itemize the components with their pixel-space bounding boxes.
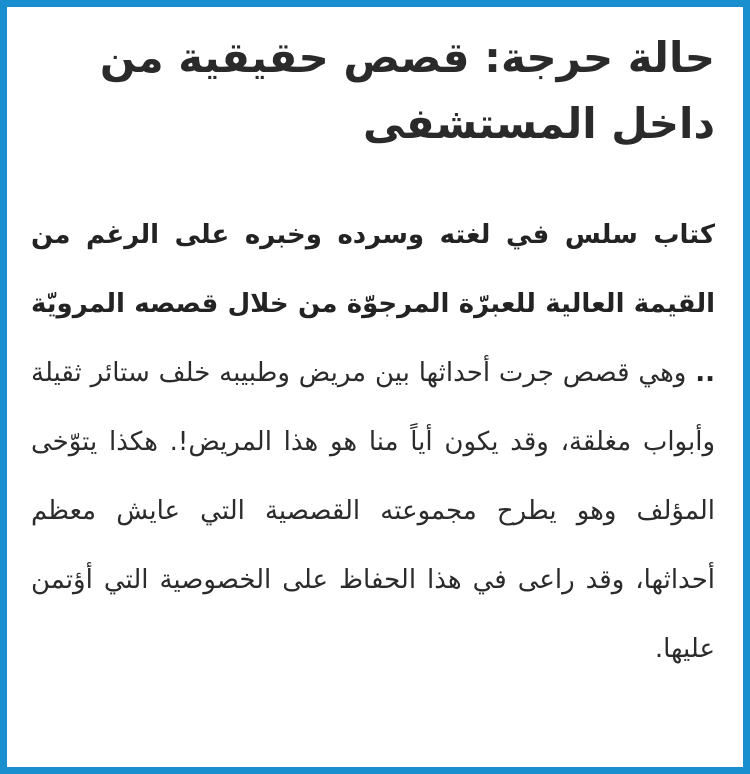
article-body-text: وهي قصص جرت أحداثها بين مريض وطبيبه خلف ستائر ثقيلة وأبواب مغلقة، وقد يكون أياً منا هو هذا المريض!. هكذا يتوّخى المؤلف وهو يطرح مجموعته القصصية التي عايش معظم أحداثها، وقد راعى في هذا الحفاظ على الخصوصية التي أؤتمن عليها. xyxy=(31,358,715,664)
article-title: حالة حرجة: قصص حقيقية من داخل المستشفى xyxy=(99,33,715,148)
article-lead: كتاب سلس في لغته وسرده وخبره على الرغم من القيمة العالية للعبرّة المرجوّة من خلال قصصه المرويّة .. xyxy=(31,220,715,388)
article-content xyxy=(31,25,715,684)
article-body xyxy=(31,201,715,684)
